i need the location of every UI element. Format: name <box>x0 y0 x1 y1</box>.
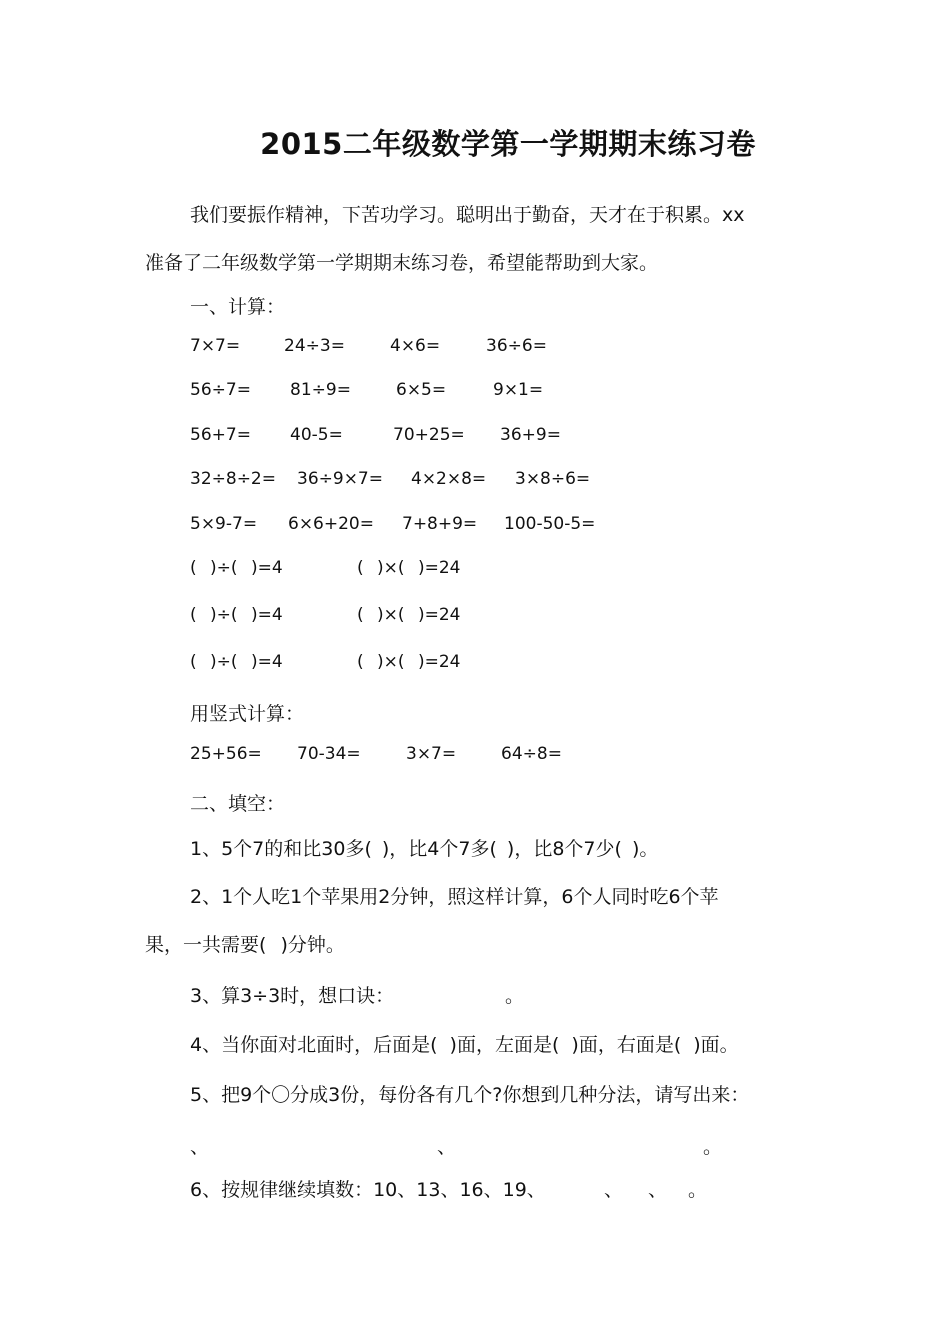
calc-item: 100-50-5= <box>504 514 596 534</box>
calc-item: 5×9-7= <box>190 514 258 534</box>
calc-item: 56+7= <box>190 425 251 445</box>
intro-line-1: 我们要振作精神，下苦功学习。聪明出于勤奋，天才在于积累。xx <box>190 204 745 226</box>
question-5: 5、把9个〇分成3份，每份各有几个?你想到几种分法，请写出来： <box>190 1084 750 1106</box>
calc-row-5 <box>0 514 950 538</box>
blank-row-2 <box>0 605 950 629</box>
q5-separator-a: 、 <box>190 1136 210 1158</box>
q6-separator-c: 、 <box>648 1179 668 1201</box>
calc-item: 36÷9×7= <box>297 469 383 489</box>
blank-item: ( )×( )=24 <box>357 558 461 578</box>
blank-item: ( )÷( )=4 <box>190 605 283 625</box>
question-1: 1、5个7的和比30多( )，比4个7多( )，比8个7少( )。 <box>190 838 659 860</box>
calc-item: 70-34= <box>297 744 361 764</box>
calc-item: 7×7= <box>190 336 241 356</box>
calc-item: 81÷9= <box>290 380 351 400</box>
question-2-line-2: 果，一共需要( )分钟。 <box>145 934 345 956</box>
calc-item: 24÷3= <box>284 336 345 356</box>
q6-end: 。 <box>688 1179 708 1201</box>
calc-item: 64÷8= <box>501 744 562 764</box>
q6-separator-b: 、 <box>604 1179 624 1201</box>
calc-item: 9×1= <box>493 380 544 400</box>
question-3 <box>0 981 950 1009</box>
blank-row-3 <box>0 652 950 676</box>
question-3-end: 。 <box>505 985 525 1007</box>
q5-separator-b: 、 <box>437 1136 457 1158</box>
calc-item: 25+56= <box>190 744 262 764</box>
calc-row-3 <box>0 425 950 449</box>
intro-line-2: 准备了二年级数学第一学期期末练习卷，希望能帮助到大家。 <box>145 252 659 274</box>
calc-row-1 <box>0 336 950 360</box>
question-6 <box>0 1175 950 1203</box>
document-title: 2015二年级数学第一学期期末练习卷 <box>260 127 756 161</box>
calc-item: 3×7= <box>406 744 457 764</box>
calc-row-2 <box>0 380 950 404</box>
section2-heading: 二、填空： <box>190 793 286 815</box>
calc-item: 6×6+20= <box>288 514 374 534</box>
calc-item: 56÷7= <box>190 380 251 400</box>
calc-item: 36÷6= <box>486 336 547 356</box>
calc-row-4 <box>0 469 950 493</box>
question-3-text: 3、算3÷3时，想口诀： <box>190 985 395 1007</box>
vertical-calc-row <box>0 744 950 768</box>
calc-item: 3×8÷6= <box>515 469 591 489</box>
calc-item: 6×5= <box>396 380 447 400</box>
blank-item: ( )÷( )=4 <box>190 652 283 672</box>
blank-row-1 <box>0 558 950 582</box>
question-5-blanks <box>0 1132 950 1160</box>
calc-item: 32÷8÷2= <box>190 469 276 489</box>
calc-item: 70+25= <box>393 425 465 445</box>
calc-item: 40-5= <box>290 425 343 445</box>
question-2-line-1: 2、1个人吃1个苹果用2分钟，照这样计算，6个人同时吃6个苹 <box>190 886 719 908</box>
vertical-calc-heading: 用竖式计算： <box>190 703 305 725</box>
q5-end: 。 <box>703 1136 723 1158</box>
calc-item: 4×2×8= <box>411 469 487 489</box>
calc-item: 36+9= <box>500 425 561 445</box>
question-4: 4、当你面对北面时，后面是( )面，左面是( )面，右面是( )面。 <box>190 1034 739 1056</box>
blank-item: ( )×( )=24 <box>357 605 461 625</box>
calc-item: 7+8+9= <box>402 514 478 534</box>
calc-item: 4×6= <box>390 336 441 356</box>
section1-heading: 一、计算： <box>190 296 286 318</box>
question-6-text: 6、按规律继续填数：10、13、16、19、 <box>190 1179 546 1201</box>
blank-item: ( )×( )=24 <box>357 652 461 672</box>
blank-item: ( )÷( )=4 <box>190 558 283 578</box>
